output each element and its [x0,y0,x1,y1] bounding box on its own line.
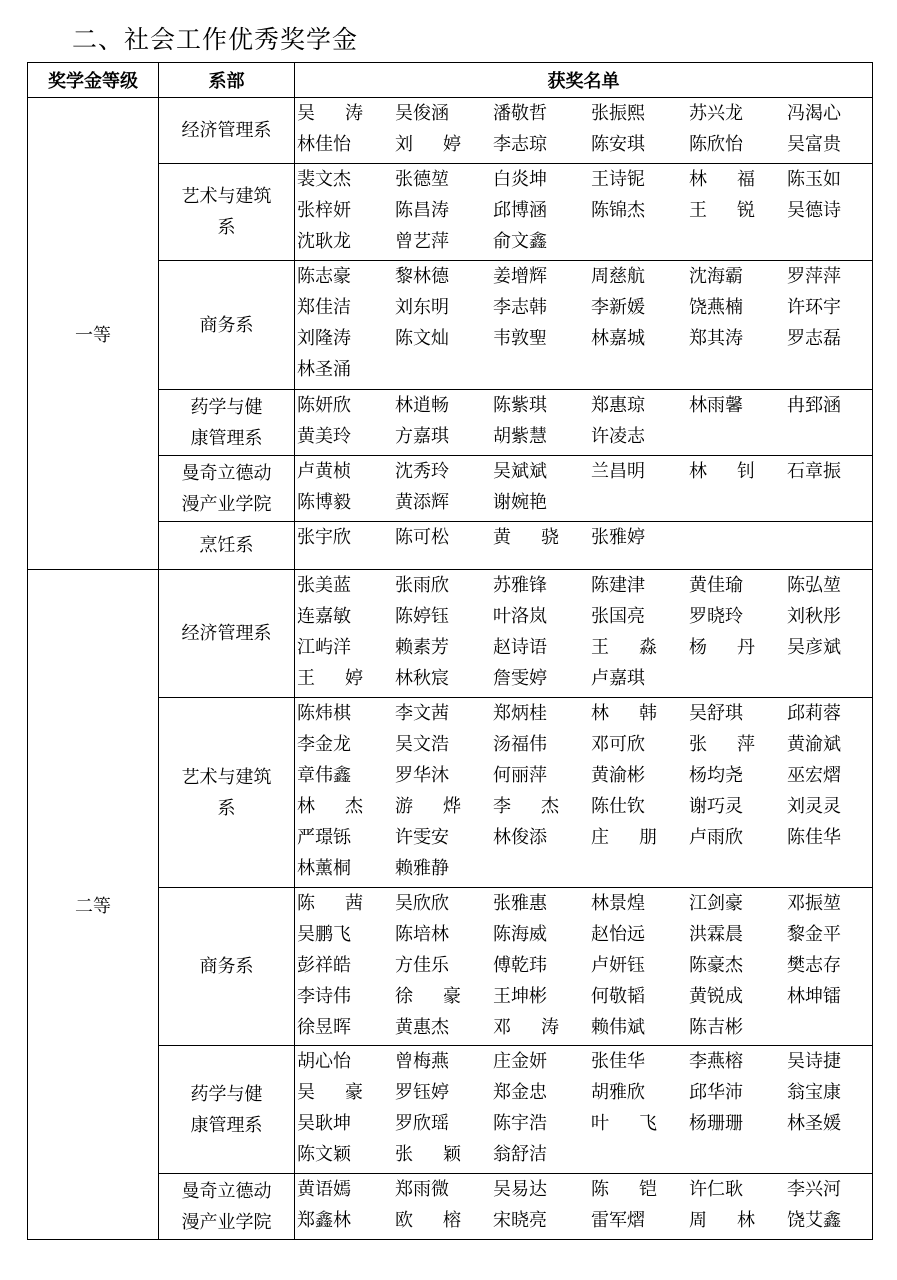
winner-name: 翁宝康 [787,1082,841,1103]
winner-name: 庄金妍 [493,1051,547,1072]
winner-name: 黄骁 [493,527,559,548]
winner-name: 吴舒琪 [689,703,743,724]
winner-name: 林薰桐 [297,858,351,879]
department-name: 曼奇立德动 漫产业学院 [159,456,295,522]
winner-name: 杨均尧 [689,765,743,786]
winner-name: 陈海威 [493,924,547,945]
winner-name: 严璟铄 [297,827,351,848]
table-row [28,98,873,164]
winner-name: 吴文浩 [395,734,449,755]
winner-name: 方佳乐 [395,955,449,976]
winner-name: 李志韩 [493,297,547,318]
winner-name: 陈志豪 [297,266,351,287]
winner-name: 邱华沛 [689,1082,743,1103]
winner-name: 张佳华 [591,1051,645,1072]
winner-grid [295,888,872,1043]
winner-list [295,1174,873,1240]
winner-name: 裴文杰 [297,169,351,190]
department-name: 艺术与建筑 系 [159,164,295,261]
department-name: 商务系 [159,888,295,1046]
winner-name: 陈炜棋 [297,703,351,724]
winner-name: 徐昱晖 [297,1017,351,1038]
winner-name: 黄锐成 [689,986,743,1007]
awards-body [28,98,873,1240]
winner-name: 黄佳瑜 [689,575,743,596]
winner-name: 饶艾鑫 [787,1210,841,1231]
winner-name: 俞文鑫 [493,231,547,252]
winner-name: 许仁耿 [689,1179,743,1200]
winner-grid [295,164,872,257]
award-level: 二等 [28,570,159,1240]
winner-name: 陈婷钰 [395,606,449,627]
winner-grid [295,698,872,884]
winner-name: 吴耿坤 [297,1113,351,1134]
header-dept: 系部 [159,63,295,98]
winner-list [295,1046,873,1174]
winner-name: 吴彦斌 [787,637,841,658]
winner-name: 陈紫琪 [493,395,547,416]
department-name: 艺术与建筑 系 [159,698,295,888]
winner-name: 李金龙 [297,734,351,755]
winner-name: 张美蓝 [297,575,351,596]
winner-name: 张雅惠 [493,893,547,914]
winner-grid [295,390,872,452]
winner-name: 陈佳华 [787,827,841,848]
winner-name: 饶燕楠 [689,297,743,318]
winner-name: 游烨 [395,796,461,817]
winner-name: 姜增辉 [493,266,547,287]
winner-name: 庄朋 [591,827,657,848]
winner-name: 罗晓玲 [689,606,743,627]
winner-grid [295,261,872,385]
winner-name: 李新媛 [591,297,645,318]
winner-list [295,98,873,164]
winner-name: 巫宏熠 [787,765,841,786]
winner-list [295,164,873,261]
winner-name: 林韩 [591,703,657,724]
winner-name: 刘秋彤 [787,606,841,627]
winner-name: 李诗伟 [297,986,351,1007]
winner-name: 赖雅静 [395,858,449,879]
winner-name: 卢嘉琪 [591,668,645,689]
winner-name: 陈锦杰 [591,200,645,221]
winner-name: 赵怡远 [591,924,645,945]
winner-name: 邓涛 [493,1017,559,1038]
winner-name: 陈妍欣 [297,395,351,416]
winner-name: 陈建津 [591,575,645,596]
winner-name: 吴德诗 [787,200,841,221]
winner-name: 冉郅涵 [787,395,841,416]
winner-name: 杨丹 [689,637,755,658]
winner-name: 许雯安 [395,827,449,848]
winner-name: 林逍畅 [395,395,449,416]
winner-name: 周林 [689,1210,755,1231]
header-level: 奖学金等级 [28,63,159,98]
winner-name: 吴涛 [297,103,363,124]
winner-name: 林佳怡 [297,134,351,155]
department-name: 商务系 [159,261,295,390]
winner-name: 周慈航 [591,266,645,287]
winner-name: 罗志磊 [787,328,841,349]
winner-name: 吴易达 [493,1179,547,1200]
winner-name: 邓可欣 [591,734,645,755]
department-name: 药学与健 康管理系 [159,390,295,456]
winner-name: 林圣媛 [787,1113,841,1134]
winner-name: 张雅婷 [591,527,645,548]
winner-name: 雷军熠 [591,1210,645,1231]
header-row [28,63,873,98]
winner-name: 卢雨欣 [689,827,743,848]
department-name: 经济管理系 [159,570,295,698]
winner-name: 刘东明 [395,297,449,318]
winner-name: 郑鑫林 [297,1210,351,1231]
winner-name: 冯渴心 [787,103,841,124]
winner-name: 何敬韬 [591,986,645,1007]
winner-name: 许凌志 [591,426,645,447]
winner-name: 陈欣怡 [689,134,743,155]
winner-name: 许环宇 [787,297,841,318]
winner-name: 江剑豪 [689,893,743,914]
awards-table [27,62,873,1240]
winner-name: 江屿洋 [297,637,351,658]
winner-grid [295,522,872,553]
winner-name: 陈文灿 [395,328,449,349]
winner-list [295,698,873,888]
winner-name: 张雨欣 [395,575,449,596]
winner-name: 苏兴龙 [689,103,743,124]
winner-name: 宋晓亮 [493,1210,547,1231]
winner-name: 吴斌斌 [493,461,547,482]
winner-list [295,456,873,522]
winner-name: 陈玉如 [787,169,841,190]
winner-name: 陈可松 [395,527,449,548]
winner-name: 叶洛岚 [493,606,547,627]
winner-name: 刘婷 [395,134,461,155]
winner-name: 黄渝斌 [787,734,841,755]
winner-name: 黄语嫣 [297,1179,351,1200]
winner-name: 陈宇浩 [493,1113,547,1134]
winner-name: 谢巧灵 [689,796,743,817]
winner-name: 章伟鑫 [297,765,351,786]
winner-name: 李兴河 [787,1179,841,1200]
winner-name: 王锐 [689,200,755,221]
winner-name: 兰昌明 [591,461,645,482]
winner-name: 陈铠 [591,1179,657,1200]
winner-name: 陈仕钦 [591,796,645,817]
winner-name: 白炎坤 [493,169,547,190]
winner-name: 方嘉琪 [395,426,449,447]
winner-name: 欧榕 [395,1210,461,1231]
winner-name: 樊志存 [787,955,841,976]
winner-name: 李文茜 [395,703,449,724]
winner-name: 沈耿龙 [297,231,351,252]
winner-name: 汤福伟 [493,734,547,755]
winner-name: 张梓妍 [297,200,351,221]
winner-name: 黄渝彬 [591,765,645,786]
page-title: 二、社会工作优秀奖学金 [72,25,359,54]
department-name: 曼奇立德动 漫产业学院 [159,1174,295,1240]
winner-name: 沈秀玲 [395,461,449,482]
winner-name: 赖素芳 [395,637,449,658]
winner-name: 林雨馨 [689,395,743,416]
winner-name: 罗钰婷 [395,1082,449,1103]
winner-name: 曾梅燕 [395,1051,449,1072]
winner-name: 李燕榕 [689,1051,743,1072]
winner-name: 张宇欣 [297,527,351,548]
winner-name: 黄惠杰 [395,1017,449,1038]
winner-name: 陈吉彬 [689,1017,743,1038]
winner-name: 王坤彬 [493,986,547,1007]
winner-name: 傅乾玮 [493,955,547,976]
winner-name: 林杰 [297,796,363,817]
department-name: 药学与健 康管理系 [159,1046,295,1174]
winner-name: 卢黄桢 [297,461,351,482]
winner-list [295,390,873,456]
winner-name: 林钊 [689,461,755,482]
winner-name: 胡心怡 [297,1051,351,1072]
winner-name: 陈昌涛 [395,200,449,221]
award-level: 一等 [28,98,159,570]
winner-list [295,522,873,570]
winner-name: 卢妍钰 [591,955,645,976]
winner-name: 连嘉敏 [297,606,351,627]
winner-grid [295,98,872,160]
winner-name: 赵诗语 [493,637,547,658]
winner-name: 陈茜 [297,893,363,914]
winner-name: 郑惠琼 [591,395,645,416]
winner-name: 潘敬哲 [493,103,547,124]
winner-name: 张萍 [689,734,755,755]
winner-name: 张德堃 [395,169,449,190]
winner-name: 杨珊珊 [689,1113,743,1134]
winner-name: 林景煌 [591,893,645,914]
winner-name: 李志琼 [493,134,547,155]
winner-name: 郑其涛 [689,328,743,349]
winner-name: 邱博涵 [493,200,547,221]
winner-name: 石章振 [787,461,841,482]
winner-name: 黎林德 [395,266,449,287]
winner-grid [295,1046,872,1170]
winner-name: 吴俊涵 [395,103,449,124]
winner-name: 郑佳洁 [297,297,351,318]
winner-name: 罗萍萍 [787,266,841,287]
winner-grid [295,1174,872,1236]
winner-name: 林圣涌 [297,359,351,380]
winner-name: 谢婉艳 [493,492,547,513]
winner-name: 李杰 [493,796,559,817]
winner-name: 赖伟斌 [591,1017,645,1038]
winner-name: 林秋宸 [395,668,449,689]
winner-name: 吴豪 [297,1082,363,1103]
department-name: 经济管理系 [159,98,295,164]
winner-name: 叶飞 [591,1113,657,1134]
winner-name: 詹雯婷 [493,668,547,689]
winner-name: 邱莉蓉 [787,703,841,724]
winner-grid [295,570,872,694]
winner-name: 何丽萍 [493,765,547,786]
winner-name: 刘隆涛 [297,328,351,349]
winner-name: 黎金平 [787,924,841,945]
winner-name: 彭祥皓 [297,955,351,976]
winner-name: 林坤镭 [787,986,841,1007]
header-names: 获奖名单 [295,63,873,98]
winner-name: 吴欣欣 [395,893,449,914]
winner-name: 胡雅欣 [591,1082,645,1103]
winner-name: 郑金忠 [493,1082,547,1103]
winner-name: 王婷 [297,668,363,689]
winner-name: 林福 [689,169,755,190]
winner-name: 陈培林 [395,924,449,945]
winner-name: 罗华沐 [395,765,449,786]
winner-name: 黄美玲 [297,426,351,447]
winner-name: 张国亮 [591,606,645,627]
winner-name: 罗欣瑶 [395,1113,449,1134]
winner-list [295,261,873,390]
winner-name: 吴诗捷 [787,1051,841,1072]
winner-name: 徐豪 [395,986,461,1007]
winner-name: 郑雨微 [395,1179,449,1200]
winner-name: 郑炳桂 [493,703,547,724]
winner-name: 张振熙 [591,103,645,124]
department-name: 烹饪系 [159,522,295,570]
winner-name: 邓振堃 [787,893,841,914]
winner-grid [295,456,872,518]
winner-name: 刘灵灵 [787,796,841,817]
winner-name: 苏雅锋 [493,575,547,596]
winner-name: 陈安琪 [591,134,645,155]
winner-name: 林俊添 [493,827,547,848]
winner-name: 沈海霸 [689,266,743,287]
winner-name: 曾艺萍 [395,231,449,252]
winner-name: 洪霖晨 [689,924,743,945]
winner-name: 王淼 [591,637,657,658]
winner-name: 吴富贵 [787,134,841,155]
winner-name: 翁舒洁 [493,1144,547,1165]
winner-name: 吴鹏飞 [297,924,351,945]
winner-name: 韦敦聖 [493,328,547,349]
winner-name: 胡紫慧 [493,426,547,447]
winner-name: 王诗铌 [591,169,645,190]
table-row [28,570,873,698]
winner-name: 陈博毅 [297,492,351,513]
winner-name: 黄添辉 [395,492,449,513]
winner-name: 林嘉城 [591,328,645,349]
winner-name: 陈豪杰 [689,955,743,976]
winner-name: 张颖 [395,1144,461,1165]
winner-list [295,570,873,698]
winner-name: 陈弘堃 [787,575,841,596]
winner-list [295,888,873,1046]
winner-name: 陈文颖 [297,1144,351,1165]
